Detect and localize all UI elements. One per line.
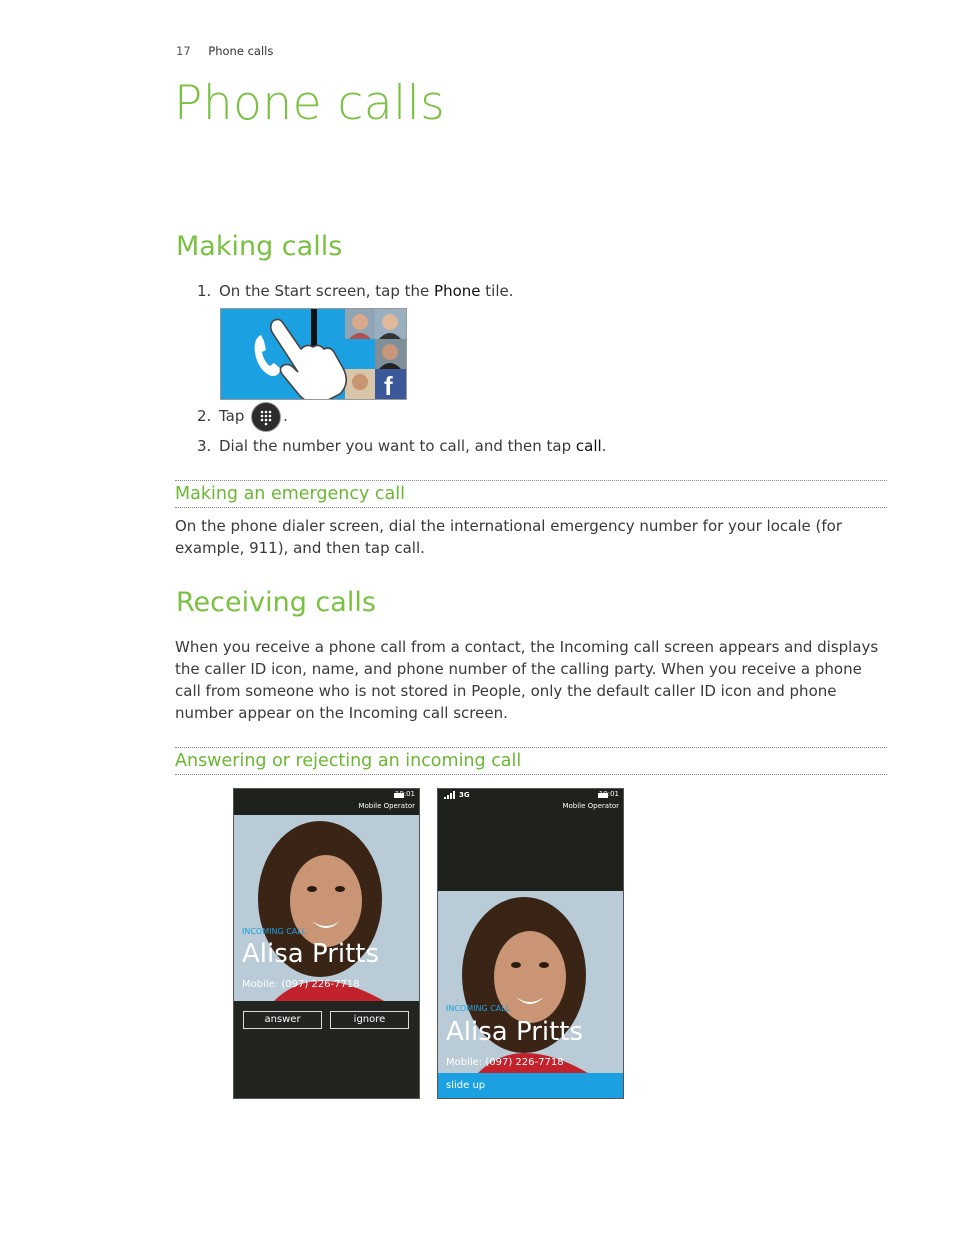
page-number: 17	[176, 44, 191, 58]
step-number: 3.	[197, 437, 212, 455]
step-number: 1.	[197, 282, 212, 300]
answer-button[interactable]: answer	[243, 1011, 322, 1029]
incoming-call-screen-slide	[437, 788, 624, 1099]
phone-tile-label: Phone	[434, 282, 481, 300]
emergency-call-text: On the phone dialer screen, dial the international emergency number for your locale (for example, 911), and then tap call.	[175, 517, 842, 557]
caller-number: Mobile: (097) 226-7718	[446, 1057, 564, 1068]
emergency-call-heading: Making an emergency call	[175, 480, 887, 508]
status-operator: Mobile Operator	[358, 802, 415, 810]
step-text: On the Start screen, tap the Phone tile.	[219, 282, 514, 300]
status-operator: Mobile Operator	[562, 802, 619, 810]
phone-tile-image	[220, 308, 407, 400]
caller-name: Alisa Pritts	[446, 1017, 584, 1047]
incoming-call-label: INCOMING CALL	[242, 927, 307, 936]
step-text: Tap .	[219, 407, 288, 425]
caller-name: Alisa Pritts	[242, 939, 380, 969]
phone-tile-illustration	[221, 309, 406, 399]
incoming-call-screen-buttons	[233, 788, 420, 1099]
receiving-calls-text: When you receive a phone call from a contact, the Incoming call screen appears and displays the caller ID icon, name, and phone number of the calling party. When you receive a phone call from someone who is not stored in People, only the default caller ID icon and phone number appear on the Incoming call screen.	[175, 638, 879, 722]
ignore-button[interactable]: ignore	[330, 1011, 409, 1029]
step-number: 2.	[197, 407, 212, 425]
call-label: call	[575, 437, 602, 455]
making-calls-heading: Making calls	[176, 231, 343, 262]
chapter-title: Phone calls	[174, 76, 446, 131]
status-time: 10:01	[598, 790, 619, 798]
step-2	[197, 407, 847, 427]
network-type: 3G	[459, 791, 470, 799]
answering-call-heading: Answering or rejecting an incoming call	[175, 747, 887, 775]
svg-text:f: f	[384, 371, 393, 399]
step-text: Dial the number you want to call, and then tap call.	[219, 437, 607, 455]
status-time: 10:01	[394, 790, 415, 798]
slide-up-handle[interactable]: slide up	[446, 1080, 486, 1091]
step-3	[197, 437, 847, 457]
caller-photo	[438, 789, 623, 1098]
running-header-section: Phone calls	[208, 44, 274, 58]
caller-number: Mobile: (097) 226-7718	[242, 979, 360, 990]
receiving-calls-heading: Receiving calls	[176, 587, 376, 618]
running-header	[176, 44, 273, 58]
dialpad-icon	[251, 402, 281, 432]
step-1	[197, 282, 847, 302]
incoming-call-label: INCOMING CALL	[446, 1004, 511, 1013]
